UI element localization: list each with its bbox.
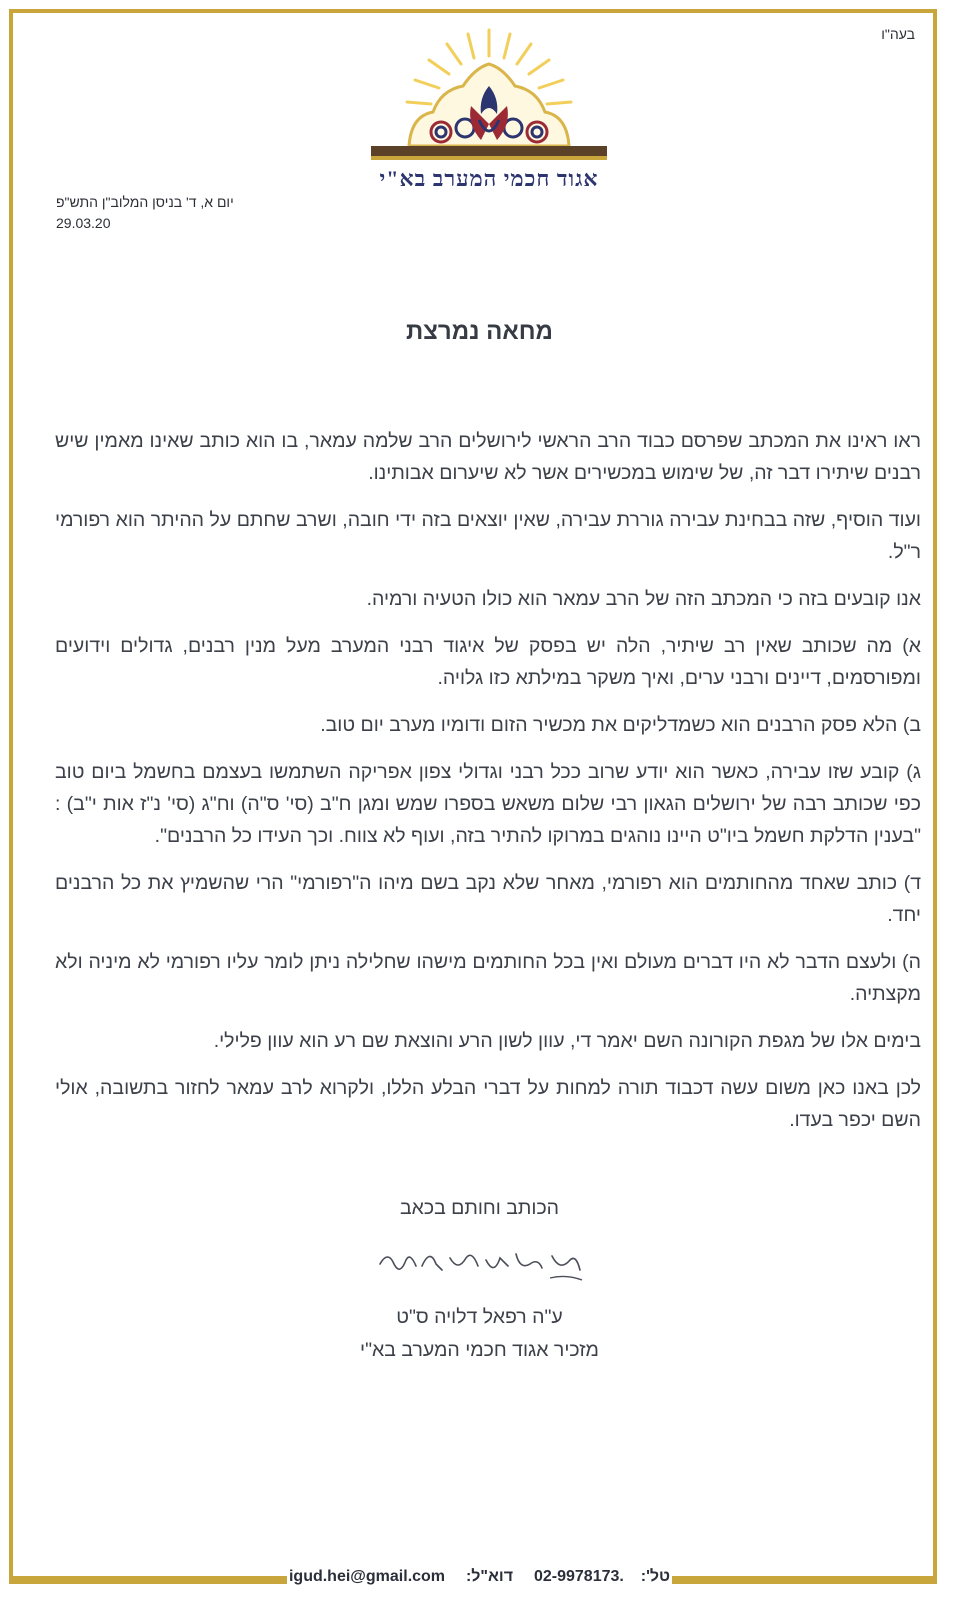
phone-number: 02-9978173.	[533, 1568, 624, 1585]
paragraph: א) מה שכותב שאין רב שיתיר, הלה יש בפסק של איגוד רבני המערב מעל מנין רבנים, גדולים וידועים ומפורסמים, דיינים ורבני ערים, ואיך משקר במילתא כזו גלויה.	[55, 635, 921, 689]
paragraph: ראו ראינו את המכתב שפרסם כבוד הרב הראשי לירושלים הרב שלמה עמאר, בו הוא כותב שאינו מאמין שיש רבנים שיתירו דבר זה, של שימוש במכשירים אשר לא שיערום אבותינו.	[55, 430, 921, 484]
paragraph: ד) כותב שאחד מהחותמים הוא רפורמי, מאחר שלא נקב בשם מיהו ה"רפורמי" הרי שהשמיץ את כל הרבנים יחד.	[55, 872, 921, 926]
email-label: דוא"ל:	[465, 1568, 514, 1585]
signer-role: מזכיר אגוד חכמי המערב בא"י	[360, 1339, 599, 1361]
footer-rule-right	[672, 1576, 937, 1580]
paragraph: בימים אלו של מגפת הקורונה השם יאמר די, עוון לשון הרע והוצאת שם רע הוא עוון פלילי.	[213, 1030, 921, 1052]
logo-text: אגוד חכמי המערב בא"י	[379, 166, 599, 191]
footer-rule-left	[9, 1576, 287, 1580]
paragraph: לכן באנו כאן משום עשה דכבוד תורה למחות על דברי הבלע הללו, ולקרוא לרב עמאר לחזור בתשובה, אולי השם יכפר בעדו.	[55, 1077, 921, 1131]
closing-line: הכותב וחותם בכאב	[399, 1197, 560, 1219]
letter-body	[55, 425, 921, 1151]
organization-logo	[371, 24, 607, 194]
hebrew-date: יום א, ד' בניסן המלוב"ן התש"פ	[56, 194, 234, 210]
email-address[interactable]: igud.hei@gmail.com	[288, 1568, 446, 1585]
besd-mark: בעה"ו	[881, 26, 915, 42]
letter-title: מחאה נמרצת	[406, 318, 553, 345]
paragraph: ג) קובע שזו עבירה, כאשר הוא יודע שרוב ככל רבני וגדולי צפון אפריקה השתמשו בעצמם בחשמל ביום טוב כפי שכותב רבה של ירושלים הגאון רבי שלום משאש בספרו שמש ומגן ח"ב (סי' ס"ה) וח"ג (סי' נ"ז אות י"ב) : "בענין הדלקת חשמל ביו"ט היינו נוהגים במרוקו להתיר בזה, ועוף לא צווח. וכך העידו כל הרבנים".	[55, 761, 921, 847]
signer-name: ע"ה רפאל דלויה ס"ט	[396, 1306, 563, 1328]
paragraph: ה) ולעצם הדבר לא היו דברים מעולם ואין בכל החותמים מישהו שחלילה ניתן לומר עליו רפורמי לא מיניה ולא מקצתיה.	[55, 951, 921, 1005]
paragraph: ועוד הוסיף, שזה בבחינת עבירה גוררת עבירה, שאין יוצאים בזה ידי חובה, ושרב שחתם על ההיתר הוא רפורמי ר"ל.	[55, 509, 921, 563]
paragraph: אנו קובעים בזה כי המכתב הזה של הרב עמאר הוא כולו הטעיה ורמיה.	[366, 588, 921, 610]
gregorian-date: 29.03.20	[56, 215, 111, 231]
date-block	[56, 192, 234, 234]
contact-footer	[287, 1562, 672, 1592]
logo-emblem-icon	[371, 24, 607, 169]
phone-label: טל':	[640, 1568, 671, 1585]
paragraph: ב) הלא פסק הרבנים הוא כשמדליקים את מכשיר הזום ודומיו מערב יום טוב.	[320, 714, 921, 736]
handwritten-signature	[370, 1236, 590, 1286]
